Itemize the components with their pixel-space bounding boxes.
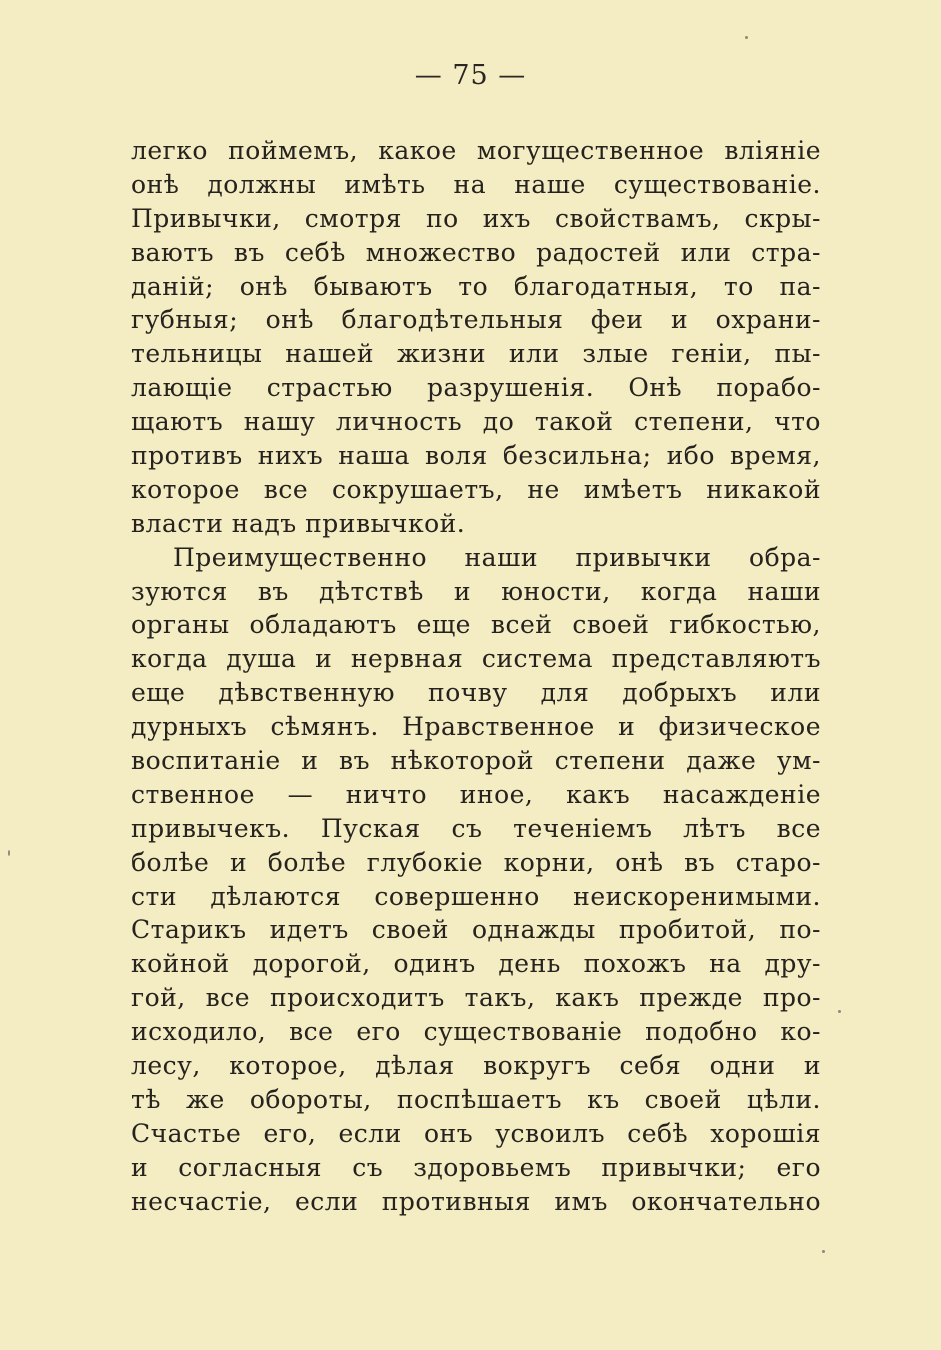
text-line: болѣе и болѣе глубокiе корни, онѣ въ старо- [131,847,821,877]
paper-speck [838,1010,841,1013]
text-line: гой, все происходитъ такъ, какъ прежде про- [131,983,821,1013]
text-line: дурныхъ сѣмянъ. Нравственное и физическое [131,712,821,742]
text-line: легко поймемъ, какое могущественное влiянiе [131,136,821,165]
text-line: когда душа и нервная система представляютъ [131,644,821,674]
paper-speck [8,850,10,856]
text-line: сти дѣлаются совершенно неискоренимыми. [131,881,821,911]
text-line: лающiе страстью разрушенiя. Онѣ порабо- [131,373,821,403]
text-line: противъ нихъ наша воля безсильна; ибо время, [131,441,821,471]
text-line: тельницы нашей жизни или злые генiи, пы- [131,339,821,369]
text-line: данiй; онѣ бываютъ то благодатныя, то па- [131,271,821,301]
text-line: исходило, все его существованiе подобно ко- [131,1017,821,1047]
text-line: власти надъ привычкой. [131,508,466,538]
text-line: несчастiе, если противныя имъ окончательно [131,1186,821,1216]
text-line: зуются въ дѣтствѣ и юности, когда наши [131,576,821,606]
text-line: Привычки, смотря по ихъ свойствамъ, скры- [131,203,821,233]
paper-speck [745,36,748,39]
paragraph-2 [131,541,821,1219]
text-line: еще дѣвственную почву для добрыхъ или [131,678,821,708]
text-line: лесу, которое, дѣлая вокругъ себя одни и [131,1051,821,1081]
text-line: ственное — ничто иное, какъ насажденiе [131,779,821,809]
text-line: щаютъ нашу личность до такой степени, что [131,407,821,437]
text-line: воспитанiе и въ нѣкоторой степени даже ум- [131,746,821,776]
text-line: которое все сокрушаетъ, не имѣетъ никакой [131,474,821,504]
text-line: онѣ должны имѣть на наше существованiе. [131,169,821,199]
text-line: Старикъ идетъ своей однажды пробитой, по- [131,915,821,945]
text-line: органы обладаютъ еще всей своей гибкостью, [131,610,821,640]
text-line: привычекъ. Пуская съ теченiемъ лѣтъ все [131,813,821,843]
text-line: и согласныя съ здоровьемъ привычки; его [131,1152,821,1182]
text-line: Преимущественно наши привычки обра- [173,542,821,572]
text-line: Счастье его, если онъ усвоилъ себѣ хорошiя [131,1118,821,1148]
paragraph-1 [131,134,821,541]
page-number: — 75 — [414,60,527,91]
text-line: ваютъ въ себѣ множество радостей или стра- [131,237,821,267]
text-line: губныя; онѣ благодѣтельныя феи и охрани- [131,305,821,335]
paper-speck [822,1250,825,1253]
text-line: койной дорогой, одинъ день похожъ на дру- [131,949,821,979]
text-line: тѣ же обороты, поспѣшаетъ къ своей цѣли. [131,1084,821,1114]
body-text [131,134,821,1219]
